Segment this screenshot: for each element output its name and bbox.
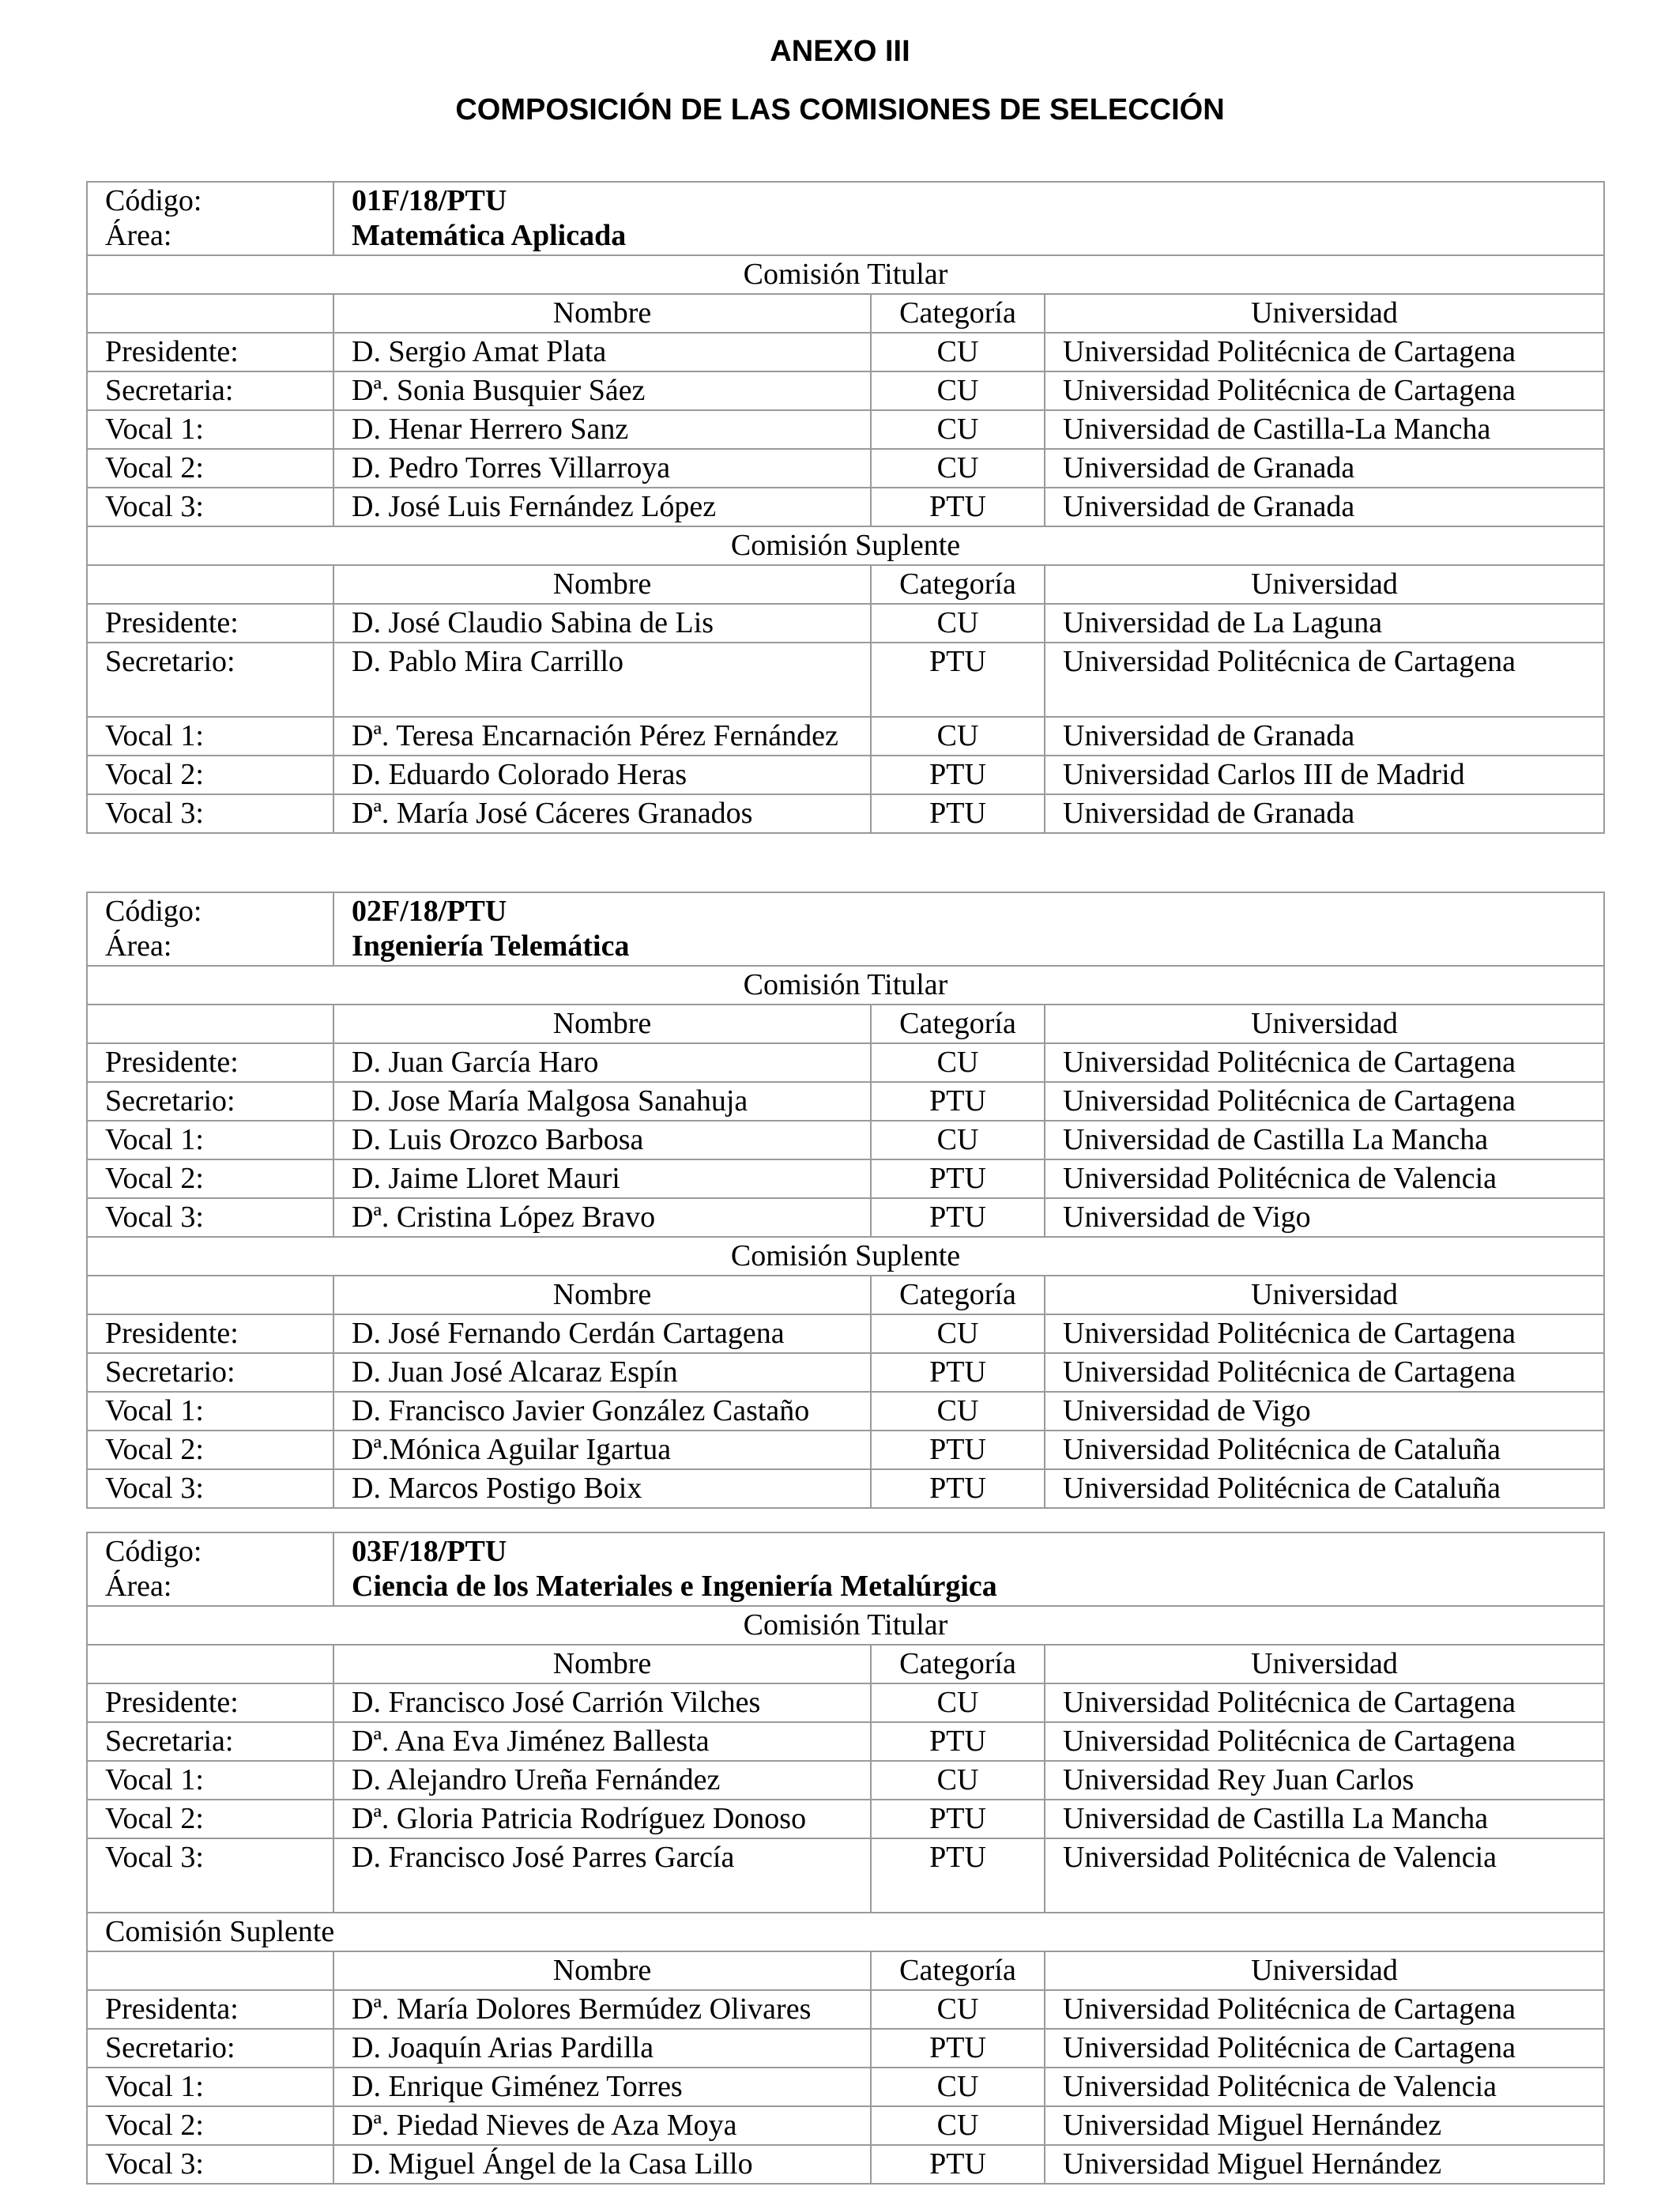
member-category: CU bbox=[871, 717, 1045, 756]
commission-code: 02F/18/PTU bbox=[352, 895, 507, 928]
member-row bbox=[87, 1159, 1604, 1198]
header-categoria: Categoría bbox=[871, 565, 1045, 604]
member-university: Universidad de Granada bbox=[1045, 794, 1604, 833]
commission-code: 01F/18/PTU bbox=[352, 184, 507, 217]
member-role: Vocal 3: bbox=[87, 1469, 333, 1508]
header-empty bbox=[87, 1645, 333, 1683]
member-name: D. Francisco Javier González Castaño bbox=[333, 1392, 871, 1431]
member-row bbox=[87, 333, 1604, 371]
member-name: D. Pablo Mira Carrillo bbox=[333, 643, 871, 717]
code-area-row bbox=[87, 182, 1604, 255]
code-area-values bbox=[333, 1532, 1604, 1606]
member-role: Vocal 2: bbox=[87, 1800, 333, 1838]
member-name: Dª. Ana Eva Jiménez Ballesta bbox=[333, 1722, 871, 1761]
member-row bbox=[87, 2029, 1604, 2068]
area-label: Área: bbox=[105, 1570, 172, 1603]
member-row bbox=[87, 1198, 1604, 1237]
section-label: Comisión Titular bbox=[87, 1606, 1604, 1645]
member-name: D. Miguel Ángel de la Casa Lillo bbox=[333, 2145, 871, 2184]
member-role: Secretaria: bbox=[87, 371, 333, 410]
member-university: Universidad de Granada bbox=[1045, 488, 1604, 526]
section-row bbox=[87, 1913, 1604, 1951]
annex-title: ANEXO III bbox=[770, 35, 910, 68]
member-name: D. Luis Orozco Barbosa bbox=[333, 1121, 871, 1159]
member-category: PTU bbox=[871, 794, 1045, 833]
member-role: Presidente: bbox=[87, 333, 333, 371]
member-category: PTU bbox=[871, 1838, 1045, 1913]
member-role: Vocal 3: bbox=[87, 1198, 333, 1237]
member-role: Presidente: bbox=[87, 1043, 333, 1082]
member-category: PTU bbox=[871, 1469, 1045, 1508]
member-role: Vocal 3: bbox=[87, 794, 333, 833]
member-category: CU bbox=[871, 2068, 1045, 2106]
member-role: Secretario: bbox=[87, 1082, 333, 1121]
member-category: CU bbox=[871, 1990, 1045, 2029]
header-nombre: Nombre bbox=[333, 1951, 871, 1990]
member-university: Universidad Politécnica de Cartagena bbox=[1045, 1683, 1604, 1722]
member-name: D. Enrique Giménez Torres bbox=[333, 2068, 871, 2106]
member-row bbox=[87, 1043, 1604, 1082]
member-category: CU bbox=[871, 410, 1045, 449]
member-category: PTU bbox=[871, 1353, 1045, 1392]
member-row bbox=[87, 488, 1604, 526]
code-area-row bbox=[87, 1532, 1604, 1606]
member-role: Vocal 2: bbox=[87, 1159, 333, 1198]
member-university: Universidad Politécnica de Cartagena bbox=[1045, 1990, 1604, 2029]
member-row bbox=[87, 794, 1604, 833]
column-header-row bbox=[87, 294, 1604, 333]
member-row bbox=[87, 643, 1604, 717]
member-university: Universidad Politécnica de Valencia bbox=[1045, 1838, 1604, 1913]
member-name: D. Eduardo Colorado Heras bbox=[333, 756, 871, 794]
member-role: Secretaria: bbox=[87, 1722, 333, 1761]
member-category: PTU bbox=[871, 1082, 1045, 1121]
member-role: Vocal 3: bbox=[87, 488, 333, 526]
area-label: Área: bbox=[105, 929, 172, 963]
member-row bbox=[87, 717, 1604, 756]
member-category: PTU bbox=[871, 1159, 1045, 1198]
member-university: Universidad de La Laguna bbox=[1045, 604, 1604, 643]
member-category: CU bbox=[871, 604, 1045, 643]
member-name: D. Jaime Lloret Mauri bbox=[333, 1159, 871, 1198]
member-name: Dª.Mónica Aguilar Igartua bbox=[333, 1431, 871, 1469]
annex-subtitle: COMPOSICIÓN DE LAS COMISIONES DE SELECCIÓN bbox=[455, 93, 1225, 126]
member-role: Secretario: bbox=[87, 643, 333, 717]
member-category: CU bbox=[871, 333, 1045, 371]
member-category: CU bbox=[871, 1683, 1045, 1722]
member-role: Vocal 2: bbox=[87, 756, 333, 794]
header-empty bbox=[87, 565, 333, 604]
member-category: CU bbox=[871, 2106, 1045, 2145]
section-label: Comisión Suplente bbox=[87, 1237, 1604, 1276]
code-area-values bbox=[333, 182, 1604, 255]
member-name: D. Henar Herrero Sanz bbox=[333, 410, 871, 449]
member-role: Presidenta: bbox=[87, 1990, 333, 2029]
member-row bbox=[87, 449, 1604, 488]
header-categoria: Categoría bbox=[871, 1951, 1045, 1990]
member-row bbox=[87, 2106, 1604, 2145]
member-role: Secretario: bbox=[87, 2029, 333, 2068]
member-category: CU bbox=[871, 1121, 1045, 1159]
member-name: Dª. María José Cáceres Granados bbox=[333, 794, 871, 833]
member-name: Dª. Piedad Nieves de Aza Moya bbox=[333, 2106, 871, 2145]
member-university: Universidad de Vigo bbox=[1045, 1392, 1604, 1431]
member-name: D. José Luis Fernández López bbox=[333, 488, 871, 526]
member-row bbox=[87, 1990, 1604, 2029]
member-university: Universidad Politécnica de Cartagena bbox=[1045, 2029, 1604, 2068]
member-row bbox=[87, 2145, 1604, 2184]
member-university: Universidad Politécnica de Cartagena bbox=[1045, 1043, 1604, 1082]
member-role: Presidente: bbox=[87, 1683, 333, 1722]
member-university: Universidad Politécnica de Cartagena bbox=[1045, 643, 1604, 717]
member-role: Presidente: bbox=[87, 1314, 333, 1353]
member-category: CU bbox=[871, 1392, 1045, 1431]
member-name: Dª. Cristina López Bravo bbox=[333, 1198, 871, 1237]
column-header-row bbox=[87, 565, 1604, 604]
area-label: Área: bbox=[105, 219, 172, 252]
header-nombre: Nombre bbox=[333, 1005, 871, 1043]
member-university: Universidad Politécnica de Cataluña bbox=[1045, 1469, 1604, 1508]
header-universidad: Universidad bbox=[1045, 565, 1604, 604]
member-name: Dª. Teresa Encarnación Pérez Fernández bbox=[333, 717, 871, 756]
member-category: CU bbox=[871, 1314, 1045, 1353]
header-nombre: Nombre bbox=[333, 294, 871, 333]
commission-area: Ingeniería Telemática bbox=[352, 929, 630, 963]
member-category: PTU bbox=[871, 488, 1045, 526]
member-category: PTU bbox=[871, 756, 1045, 794]
member-row bbox=[87, 1314, 1604, 1353]
member-university: Universidad de Castilla-La Mancha bbox=[1045, 410, 1604, 449]
member-university: Universidad Politécnica de Cataluña bbox=[1045, 1431, 1604, 1469]
section-label: Comisión Titular bbox=[87, 966, 1604, 1005]
member-category: PTU bbox=[871, 1722, 1045, 1761]
member-role: Secretario: bbox=[87, 1353, 333, 1392]
header-universidad: Universidad bbox=[1045, 294, 1604, 333]
member-university: Universidad de Granada bbox=[1045, 717, 1604, 756]
member-university: Universidad de Castilla La Mancha bbox=[1045, 1121, 1604, 1159]
section-row bbox=[87, 1237, 1604, 1276]
codigo-label: Código: bbox=[105, 184, 202, 217]
member-row bbox=[87, 1683, 1604, 1722]
member-name: D. José Fernando Cerdán Cartagena bbox=[333, 1314, 871, 1353]
member-category: PTU bbox=[871, 1431, 1045, 1469]
header-nombre: Nombre bbox=[333, 1276, 871, 1314]
commission-area: Ciencia de los Materiales e Ingeniería Metalúrgica bbox=[352, 1570, 997, 1603]
section-label: Comisión Suplente bbox=[87, 1913, 1604, 1951]
header-universidad: Universidad bbox=[1045, 1276, 1604, 1314]
codigo-label: Código: bbox=[105, 895, 202, 928]
member-role: Vocal 3: bbox=[87, 2145, 333, 2184]
commission-table bbox=[86, 181, 1605, 834]
header-empty bbox=[87, 1276, 333, 1314]
member-role: Vocal 1: bbox=[87, 717, 333, 756]
column-header-row bbox=[87, 1276, 1604, 1314]
member-role: Vocal 1: bbox=[87, 2068, 333, 2106]
member-role: Vocal 1: bbox=[87, 1392, 333, 1431]
commission-code: 03F/18/PTU bbox=[352, 1535, 507, 1568]
member-category: CU bbox=[871, 1761, 1045, 1800]
member-row bbox=[87, 1431, 1604, 1469]
member-university: Universidad de Castilla La Mancha bbox=[1045, 1800, 1604, 1838]
header-empty bbox=[87, 1951, 333, 1990]
code-area-row bbox=[87, 892, 1604, 966]
column-header-row bbox=[87, 1951, 1604, 1990]
member-name: D. Joaquín Arias Pardilla bbox=[333, 2029, 871, 2068]
member-name: D. Juan José Alcaraz Espín bbox=[333, 1353, 871, 1392]
header-nombre: Nombre bbox=[333, 565, 871, 604]
section-row bbox=[87, 966, 1604, 1005]
member-role: Vocal 1: bbox=[87, 1761, 333, 1800]
member-university: Universidad Politécnica de Cartagena bbox=[1045, 1353, 1604, 1392]
member-name: Dª. Gloria Patricia Rodríguez Donoso bbox=[333, 1800, 871, 1838]
member-university: Universidad de Granada bbox=[1045, 449, 1604, 488]
member-row bbox=[87, 1800, 1604, 1838]
member-row bbox=[87, 410, 1604, 449]
member-name: Dª. María Dolores Bermúdez Olivares bbox=[333, 1990, 871, 2029]
member-name: D. Jose María Malgosa Sanahuja bbox=[333, 1082, 871, 1121]
member-row bbox=[87, 1082, 1604, 1121]
commission-table bbox=[86, 1532, 1605, 2185]
member-row bbox=[87, 756, 1604, 794]
section-row bbox=[87, 255, 1604, 294]
header-universidad: Universidad bbox=[1045, 1005, 1604, 1043]
member-category: CU bbox=[871, 1043, 1045, 1082]
code-area-labels bbox=[87, 892, 333, 966]
member-university: Universidad Miguel Hernández bbox=[1045, 2106, 1604, 2145]
member-row bbox=[87, 604, 1604, 643]
member-role: Vocal 3: bbox=[87, 1838, 333, 1913]
member-university: Universidad Politécnica de Valencia bbox=[1045, 2068, 1604, 2106]
header-categoria: Categoría bbox=[871, 294, 1045, 333]
member-university: Universidad Politécnica de Cartagena bbox=[1045, 333, 1604, 371]
code-area-labels bbox=[87, 182, 333, 255]
member-row bbox=[87, 1838, 1604, 1913]
member-university: Universidad Politécnica de Valencia bbox=[1045, 1159, 1604, 1198]
member-category: CU bbox=[871, 449, 1045, 488]
member-category: PTU bbox=[871, 2029, 1045, 2068]
header-universidad: Universidad bbox=[1045, 1951, 1604, 1990]
member-university: Universidad de Vigo bbox=[1045, 1198, 1604, 1237]
member-role: Vocal 2: bbox=[87, 1431, 333, 1469]
member-category: PTU bbox=[871, 1198, 1045, 1237]
member-name: D. José Claudio Sabina de Lis bbox=[333, 604, 871, 643]
member-row bbox=[87, 371, 1604, 410]
member-role: Vocal 1: bbox=[87, 410, 333, 449]
member-university: Universidad Miguel Hernández bbox=[1045, 2145, 1604, 2184]
member-row bbox=[87, 1353, 1604, 1392]
member-name: Dª. Sonia Busquier Sáez bbox=[333, 371, 871, 410]
column-header-row bbox=[87, 1005, 1604, 1043]
codigo-label: Código: bbox=[105, 1535, 202, 1568]
member-category: PTU bbox=[871, 1800, 1045, 1838]
member-name: D. Francisco José Carrión Vilches bbox=[333, 1683, 871, 1722]
member-university: Universidad Politécnica de Cartagena bbox=[1045, 1722, 1604, 1761]
member-category: CU bbox=[871, 371, 1045, 410]
section-row bbox=[87, 526, 1604, 565]
member-university: Universidad Politécnica de Cartagena bbox=[1045, 1082, 1604, 1121]
member-row bbox=[87, 1392, 1604, 1431]
member-row bbox=[87, 1469, 1604, 1508]
header-categoria: Categoría bbox=[871, 1645, 1045, 1683]
member-name: D. Pedro Torres Villarroya bbox=[333, 449, 871, 488]
member-name: D. Francisco José Parres García bbox=[333, 1838, 871, 1913]
member-category: PTU bbox=[871, 2145, 1045, 2184]
header-empty bbox=[87, 1005, 333, 1043]
header-empty bbox=[87, 294, 333, 333]
member-role: Presidente: bbox=[87, 604, 333, 643]
code-area-values bbox=[333, 892, 1604, 966]
member-row bbox=[87, 1121, 1604, 1159]
member-row bbox=[87, 1761, 1604, 1800]
member-name: D. Marcos Postigo Boix bbox=[333, 1469, 871, 1508]
commission-area: Matemática Aplicada bbox=[352, 219, 627, 252]
commission-table bbox=[86, 892, 1605, 1509]
header-categoria: Categoría bbox=[871, 1276, 1045, 1314]
section-row bbox=[87, 1606, 1604, 1645]
column-header-row bbox=[87, 1645, 1604, 1683]
member-role: Vocal 2: bbox=[87, 449, 333, 488]
member-row bbox=[87, 1722, 1604, 1761]
member-name: D. Juan García Haro bbox=[333, 1043, 871, 1082]
header-universidad: Universidad bbox=[1045, 1645, 1604, 1683]
member-university: Universidad Rey Juan Carlos bbox=[1045, 1761, 1604, 1800]
header-nombre: Nombre bbox=[333, 1645, 871, 1683]
member-role: Vocal 2: bbox=[87, 2106, 333, 2145]
member-name: D. Sergio Amat Plata bbox=[333, 333, 871, 371]
member-university: Universidad Politécnica de Cartagena bbox=[1045, 371, 1604, 410]
member-category: PTU bbox=[871, 643, 1045, 717]
member-name: D. Alejandro Ureña Fernández bbox=[333, 1761, 871, 1800]
member-row bbox=[87, 2068, 1604, 2106]
section-label: Comisión Suplente bbox=[87, 526, 1604, 565]
header-categoria: Categoría bbox=[871, 1005, 1045, 1043]
member-university: Universidad Carlos III de Madrid bbox=[1045, 756, 1604, 794]
member-university: Universidad Politécnica de Cartagena bbox=[1045, 1314, 1604, 1353]
section-label: Comisión Titular bbox=[87, 255, 1604, 294]
code-area-labels bbox=[87, 1532, 333, 1606]
member-role: Vocal 1: bbox=[87, 1121, 333, 1159]
